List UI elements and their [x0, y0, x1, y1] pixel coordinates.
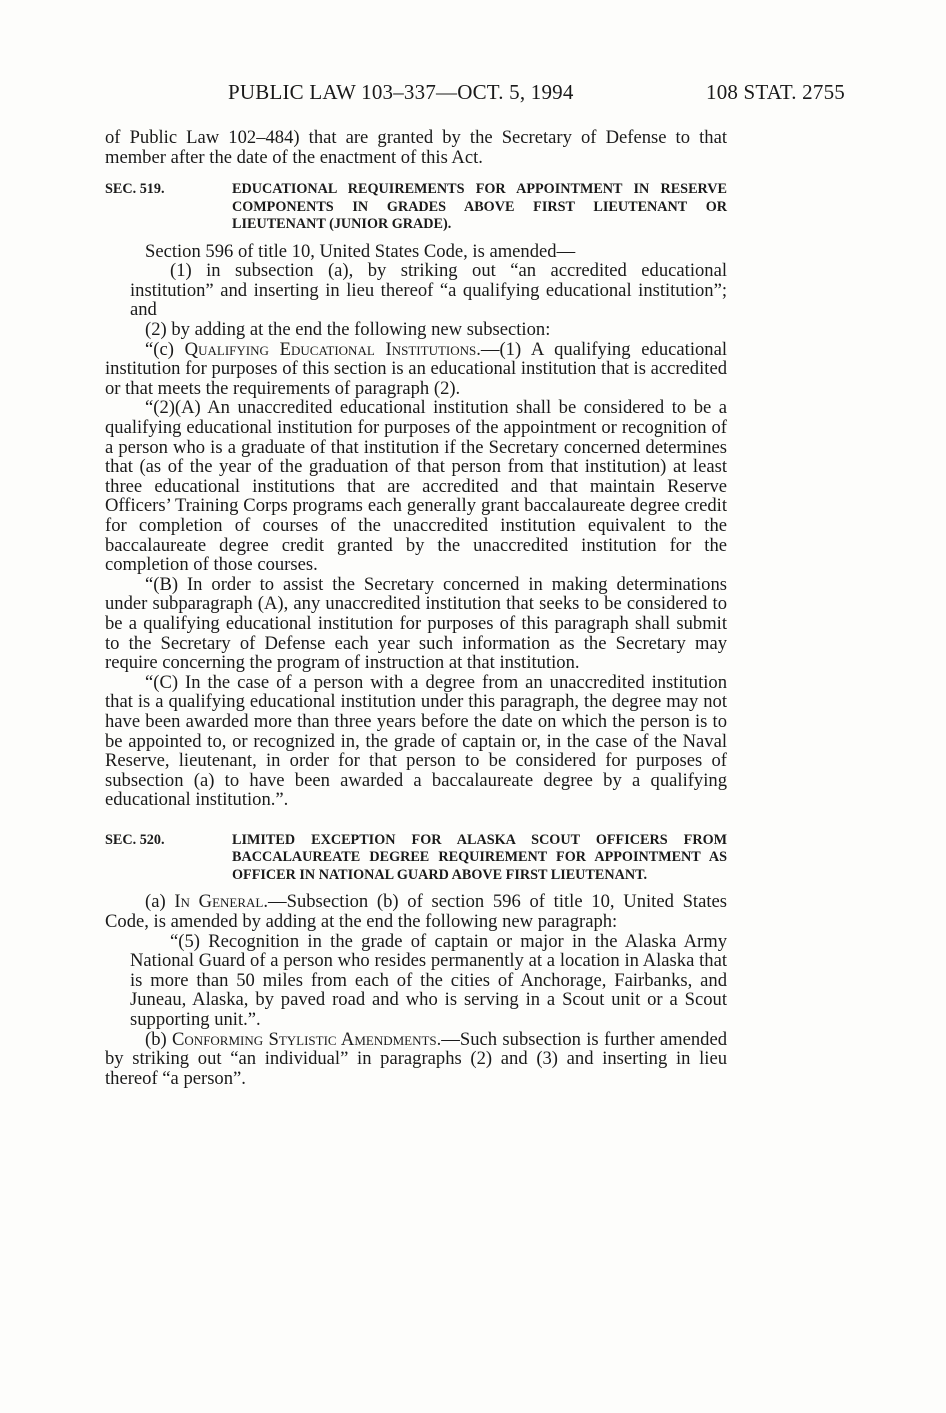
subsection-c-caption: Qualifying Educational Institutions: [184, 338, 477, 360]
subsection-a-text: .—Subsection (b) of section 596 of title 10, United States Code, is amended by adding at the end the following new paragraph:: [105, 891, 727, 932]
paragraph-2b: “(B) In order to assist the Secretary concerned in making determinations under subparagraph (A), any unaccredited institution that seeks to be considered to be a qualifying educational institution for purposes of this paragraph shall submit to the Secretary of Defense each year such information as the Secretary may require concerning the program of instruction at that institution.: [105, 573, 727, 674]
carryover-paragraph: of Public Law 102–484) that are granted by the Secretary of Defense to that member after the date of the enactment of this Act.: [105, 127, 727, 168]
subsection-c-paragraph-1: [105, 340, 727, 399]
amendment-item-1: [105, 261, 727, 320]
subsection-a: [105, 892, 727, 931]
paragraph-5: “(5) Recognition in the grade of captain or major in the Alaska Army National Guard of a person who resides permanently at a location in Alaska that is more than 50 miles from each of the cities of Anchorage, Fairbanks, and Juneau, Alaska, by paved road and who is serving in a Scout unit or a Scout supporting unit.”.: [130, 930, 727, 1030]
statute-page-number: 108 STAT. 2755: [706, 80, 845, 104]
amendment-item-1-text: (1) in subsection (a), by striking out “an accredited educational institution” and inserting in lieu thereof “a qualifying educational institution”; and: [130, 260, 727, 321]
section-519-intro: Section 596 of title 10, United States Code, is amended—: [145, 240, 576, 262]
subsection-b: [105, 1030, 727, 1089]
section-519-heading: [105, 181, 727, 234]
law-title: PUBLIC LAW 103–337—OCT. 5, 1994: [228, 80, 574, 104]
paragraph-2a: “(2)(A) An unaccredited educational institution shall be considered to be a qualifying educational institution for purposes of the appointment or recognition of a person who is a graduate of that institution if the Secretary concerned determines that (as of the year of the graduation of that person from that institution) at least three educational institutions that are accredited and that maintain Reserve Officers’ Training Corps programs each generally grant baccalaureate degree credit for completion of courses of the unaccredited institution equivalent to the baccalaureate degree credit granted by the unaccredited institution for the completion of those courses.: [105, 397, 727, 576]
running-head: [0, 80, 946, 110]
subsection-b-text: .—Such subsection is further amended by striking out “an individual” in paragraphs (2) and (3) and inserting in lieu thereof “a person”.: [105, 1028, 727, 1089]
paragraph-2c: “(C) In the case of a person with a degree from an unaccredited institution that is a qualifying educational institution under this paragraph, the degree may not have been awarded more than three years before the date on which the person is to be appointed to, or recognized in, the grade of captain or, in the case of the Naval Reserve, lieutenant, in order for that person to be considered for purposes of subsection (a) to have been awarded a baccalaureate degree by a qualifying educational institution.”.: [105, 671, 727, 811]
subsection-b-caption: Conforming Stylistic Amendments: [172, 1028, 437, 1050]
section-title: EDUCATIONAL REQUIREMENTS FOR APPOINTMENT IN RESERVE COMPONENTS IN GRADES ABOVE FIRST LIEUTENANT OR LIEUTENANT (JUNIOR GRADE).: [232, 181, 727, 233]
section-520-heading: [105, 832, 727, 885]
quote-open: “(c): [145, 338, 185, 360]
section-number: SEC. 520.: [105, 831, 165, 848]
subsection-a-label: (a): [145, 891, 175, 913]
amendment-item-2: (2) by adding at the end the following new subsection:: [145, 319, 551, 341]
document-body: [105, 128, 727, 1088]
subsection-a-caption: In General: [174, 891, 264, 913]
subsection-c-text: .—(1) A qualifying educational institution for purposes of this section is an educational institution that is accredited or that meets the requirements of paragraph (2).: [105, 338, 727, 399]
subsection-b-label: (b): [145, 1028, 173, 1050]
section-title: LIMITED EXCEPTION FOR ALASKA SCOUT OFFICERS FROM BACCALAUREATE DEGREE REQUIREMENT FOR APPOINTMENT AS OFFICER IN NATIONAL GUARD ABOVE FIRST LIEUTENANT.: [232, 831, 727, 883]
section-number: SEC. 519.: [105, 181, 165, 198]
